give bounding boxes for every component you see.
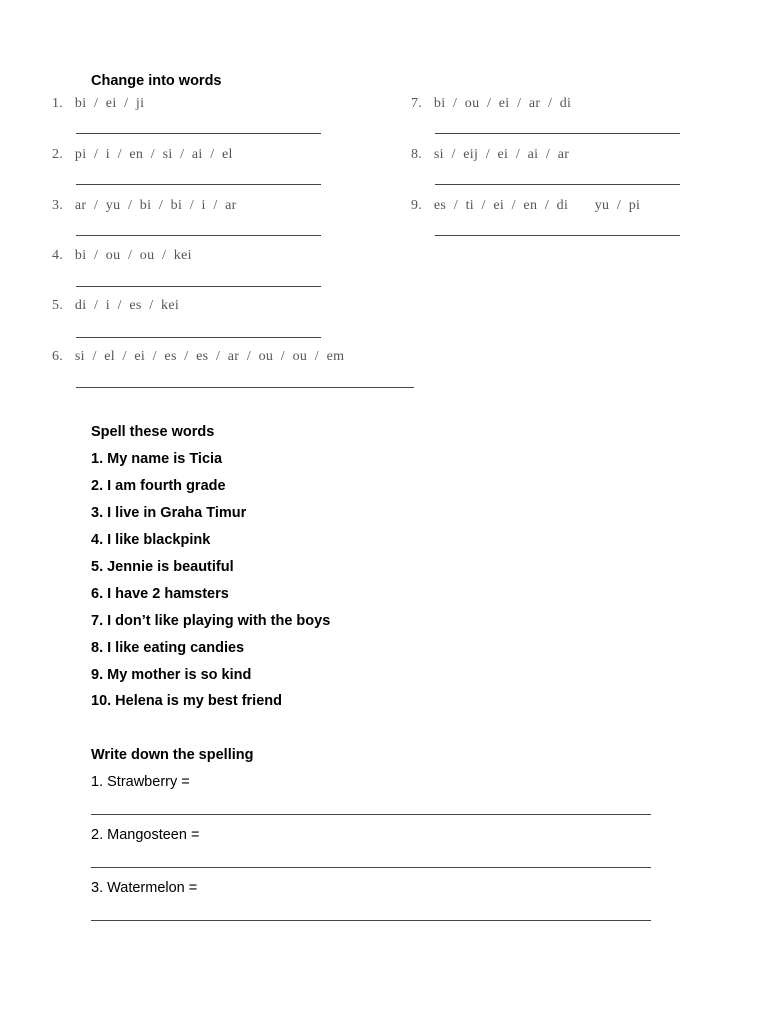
exercise-item-4 [52,248,192,264]
item-number: 8. [411,147,423,162]
item-letters: si / el / ei / es / es / ar / ou / ou / em [74,349,345,364]
spelling-answer-line-2[interactable] [91,867,651,868]
spelling-item-1: 1. Strawberry = [91,774,190,790]
item-number: 7. [411,96,423,111]
item-letters: es / ti / ei / en / di yu / pi [433,198,641,213]
spell-item-8: 8. I like eating candies [91,640,245,656]
answer-line-9[interactable] [435,235,680,236]
item-number: 4. [52,248,64,263]
answer-line-3[interactable] [76,235,321,236]
spelling-answer-line-1[interactable] [91,814,651,815]
item-letters: pi / i / en / si / ai / el [74,147,233,162]
item-letters: ar / yu / bi / bi / i / ar [74,198,237,213]
spell-item-4: 4. I like blackpink [91,532,211,548]
spelling-item-3: 3. Watermelon = [91,880,198,896]
item-number: 5. [52,298,64,313]
answer-line-7[interactable] [435,133,680,134]
item-number: 9. [411,198,423,213]
spell-item-1: 1. My name is Ticia [91,451,223,467]
spell-item-7: 7. I don’t like playing with the boys [91,613,331,629]
spelling-item-2: 2. Mangosteen = [91,827,200,843]
item-letters: bi / ou / ou / kei [74,248,192,263]
exercise-item-5 [52,298,179,314]
section-heading-write-down-the-spelling: Write down the spelling [91,747,254,763]
item-number: 3. [52,198,64,213]
section-heading-change-into-words: Change into words [91,73,222,89]
exercise-item-2 [52,147,233,163]
answer-line-1[interactable] [76,133,321,134]
item-number: 2. [52,147,64,162]
spell-item-10: 10. Helena is my best friend [91,693,282,709]
answer-line-5[interactable] [76,337,321,338]
item-letters: bi / ou / ei / ar / di [433,96,572,111]
exercise-item-3 [52,198,237,214]
spelling-answer-line-3[interactable] [91,920,651,921]
exercise-item-9 [411,198,640,214]
item-letters: di / i / es / kei [74,298,180,313]
answer-line-2[interactable] [76,184,321,185]
section-heading-spell-these-words: Spell these words [91,424,215,440]
item-letters: si / eij / ei / ai / ar [433,147,570,162]
exercise-item-8 [411,147,569,163]
spell-item-2: 2. I am fourth grade [91,478,226,494]
spell-item-6: 6. I have 2 hamsters [91,586,229,602]
spell-item-5: 5. Jennie is beautiful [91,559,234,575]
exercise-item-6 [52,349,344,365]
spell-item-3: 3. I live in Graha Timur [91,505,247,521]
item-letters: bi / ei / ji [74,96,145,111]
item-number: 1. [52,96,64,111]
exercise-item-7 [411,96,571,112]
answer-line-4[interactable] [76,286,321,287]
exercise-item-1 [52,96,144,112]
item-number: 6. [52,349,64,364]
spell-item-9: 9. My mother is so kind [91,667,252,683]
answer-line-6[interactable] [76,387,414,388]
answer-line-8[interactable] [435,184,680,185]
